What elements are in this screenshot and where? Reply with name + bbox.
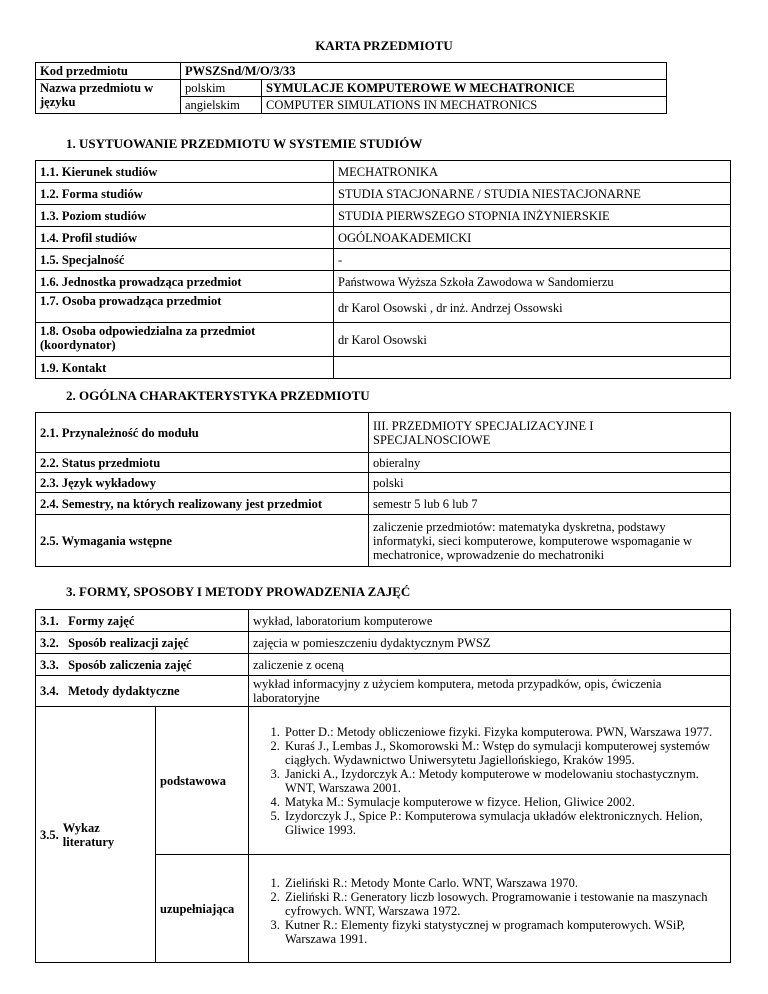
row-value: OGÓLNOAKADEMICKI bbox=[334, 227, 731, 249]
section-1-heading: 1. USYTUOWANIE PRZEDMIOTU W SYSTEMIE STUDIÓW bbox=[66, 136, 423, 151]
section-3-table bbox=[35, 609, 731, 963]
row-label bbox=[36, 323, 334, 357]
row-value: dr Karol Osowski , dr inż. Andrzej Ossowski bbox=[334, 293, 731, 323]
list-item: 2. Zieliński R.: Generatory liczb losowych. Programowanie i testowanie na maszynach cyfrowych. WNT, Warszawa 1972. bbox=[283, 890, 726, 918]
document-title: KARTA PRZEDMIOTU bbox=[315, 38, 453, 53]
basic-literature-cell bbox=[249, 707, 731, 855]
basic-literature-list bbox=[253, 725, 726, 837]
row-label: 1.1. Kierunek studiów bbox=[36, 161, 334, 183]
section-2-table bbox=[35, 412, 731, 567]
row-label: 2.4. Semestry, na których realizowany jest przedmiot bbox=[36, 493, 369, 515]
row-label: 2.2. Status przedmiotu bbox=[36, 453, 369, 473]
list-item: 2. Kuraś J., Lembas J., Skomorowski M.: Wstęp do symulacji komputerowej systemów ciągłych. Wydawnictwo Uniwersytetu Jagiellońskiego, Kraków 1995. bbox=[283, 739, 726, 767]
literature-number: 3.5. bbox=[40, 827, 59, 842]
row-value: zaliczenie z oceną bbox=[249, 654, 731, 676]
row-value: obieralny bbox=[369, 453, 731, 473]
row-label: 1.5. Specjalność bbox=[36, 249, 334, 271]
supplementary-literature-cell bbox=[249, 855, 731, 963]
literature-label-cell bbox=[36, 707, 156, 963]
row-label: 3.4. Metody dydaktyczne bbox=[36, 676, 249, 707]
row-value: semestr 5 lub 6 lub 7 bbox=[369, 493, 731, 515]
section-3-heading: 3. FORMY, SPOSOBY I METODY PROWADZENIA ZAJĘĆ bbox=[66, 584, 411, 599]
list-item: 3. Kutner R.: Elementy fizyki statystycznej w programach komputerowych. WSiP, Warszawa 1991. bbox=[283, 918, 726, 946]
section-2-heading: 2. OGÓLNA CHARAKTERYSTYKA PRZEDMIOTU bbox=[66, 388, 370, 403]
row-value: dr Karol Osowski bbox=[334, 323, 731, 357]
row-label: 2.1. Przynależność do modułu bbox=[36, 413, 369, 453]
coordinator-label: 1.8. Osoba odpowiedzialna za przedmiot (koordynator) bbox=[40, 324, 256, 352]
course-header-table bbox=[35, 62, 667, 114]
list-item: 1. Zieliński R.: Metody Monte Carlo. WNT, Warszawa 1970. bbox=[283, 876, 726, 890]
row-value: MECHATRONIKA bbox=[334, 161, 731, 183]
list-item: 1. Potter D.: Metody obliczeniowe fizyki. Fizyka komputerowa. PWN, Warszawa 1977. bbox=[283, 725, 726, 739]
row-label: 1.6. Jednostka prowadząca przedmiot bbox=[36, 271, 334, 293]
module-value: III. PRZEDMIOTY SPECJALIZACYJNE I SPECJALNOSCIOWE bbox=[373, 418, 594, 447]
list-item: 5. Izydorczyk J., Spice P.: Komputerowa symulacja układów elektronicznych. Helion, Gliwice 1993. bbox=[283, 809, 726, 837]
row-value: STUDIA STACJONARNE / STUDIA NIESTACJONARNE bbox=[334, 183, 731, 205]
course-code-value: PWSZSnd/M/O/3/33 bbox=[181, 63, 667, 80]
english-course-name: COMPUTER SIMULATIONS IN MECHATRONICS bbox=[262, 97, 667, 114]
row-label: 1.7. Osoba prowadząca przedmiot bbox=[36, 293, 334, 323]
row-label: 3.3. Sposób zaliczenia zajęć bbox=[36, 654, 249, 676]
row-value: wykład, laboratorium komputerowe bbox=[249, 610, 731, 632]
row-value: Państwowa Wyższa Szkoła Zawodowa w Sandomierzu bbox=[334, 271, 731, 293]
row-label: 3.2. Sposób realizacji zajęć bbox=[36, 632, 249, 654]
row-label: 1.9. Kontakt bbox=[36, 357, 334, 379]
course-code-label: Kod przedmiotu bbox=[36, 63, 181, 80]
polish-course-name: SYMULACJE KOMPUTEROWE W MECHATRONICE bbox=[262, 80, 667, 97]
row-label: 3.1. Formy zajęć bbox=[36, 610, 249, 632]
supplementary-literature-list bbox=[253, 876, 726, 946]
polish-lang-label: polskim bbox=[181, 80, 262, 97]
list-item: 4. Matyka M.: Symulacje komputerowe w fizyce. Helion, Gliwice 2002. bbox=[283, 795, 726, 809]
list-item: 3. Janicki A., Izydorczyk A.: Metody komputerowe w modelowaniu stochastycznym. WNT, Warszawa 2001. bbox=[283, 767, 726, 795]
row-value: polski bbox=[369, 473, 731, 493]
row-value: zaliczenie przedmiotów: matematyka dyskretna, podstawy informatyki, sieci komputerowe, komputerowe wspomaganie w mechatronice, wprowadzenie do mechatroniki bbox=[369, 515, 731, 567]
supplementary-literature-label: uzupełniająca bbox=[156, 855, 249, 963]
row-label: 2.5. Wymagania wstępne bbox=[36, 515, 369, 567]
english-lang-label: angielskim bbox=[181, 97, 262, 114]
row-label: 2.3. Język wykładowy bbox=[36, 473, 369, 493]
row-value bbox=[334, 357, 731, 379]
row-label: 1.2. Forma studiów bbox=[36, 183, 334, 205]
basic-literature-label: podstawowa bbox=[156, 707, 249, 855]
row-value: zajęcia w pomieszczeniu dydaktycznym PWSZ bbox=[249, 632, 731, 654]
row-value bbox=[369, 413, 731, 453]
row-value: wykład informacyjny z użyciem komputera, metoda przypadków, opis, ćwiczenia laboratoryjne bbox=[249, 676, 731, 707]
course-name-label: Nazwa przedmiotu w języku bbox=[36, 80, 181, 114]
row-label: 1.3. Poziom studiów bbox=[36, 205, 334, 227]
row-value: STUDIA PIERWSZEGO STOPNIA INŻYNIERSKIE bbox=[334, 205, 731, 227]
section-1-table bbox=[35, 160, 731, 379]
row-label: 1.4. Profil studiów bbox=[36, 227, 334, 249]
row-value: - bbox=[334, 249, 731, 271]
literature-label: Wykaz literatury bbox=[62, 820, 115, 849]
